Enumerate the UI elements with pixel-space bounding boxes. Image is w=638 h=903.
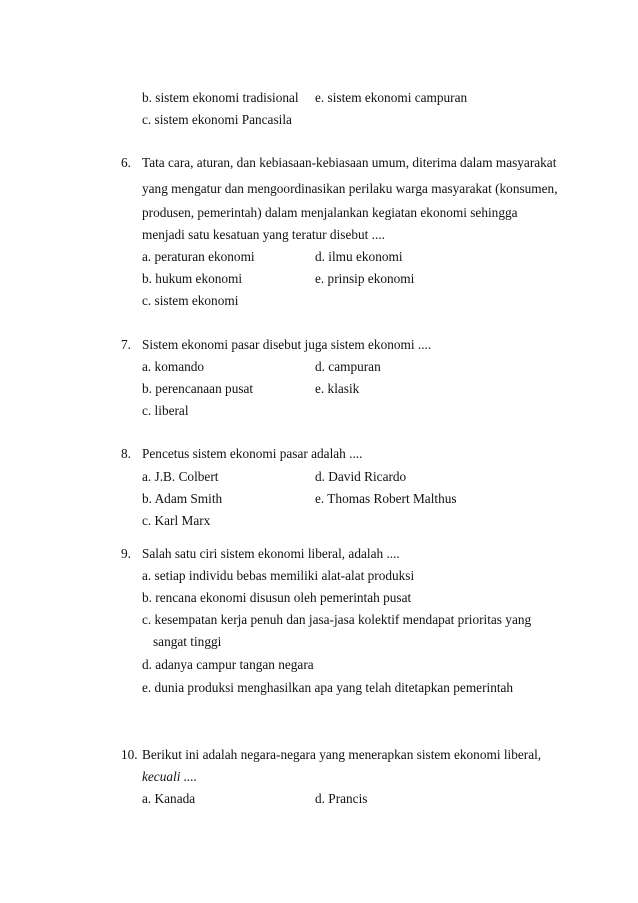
q6-option-c: c. sistem ekonomi	[142, 293, 239, 308]
q8-option-d: d. David Ricardo	[315, 469, 407, 484]
q7-number: 7.	[121, 337, 131, 352]
q5-option-b: b. sistem ekonomi tradisional	[142, 90, 299, 105]
q10-number: 10.	[121, 747, 138, 762]
q7-option-b: b. perencanaan pusat	[142, 381, 254, 396]
q8-option-a: a. J.B. Colbert	[142, 469, 219, 484]
q7-option-d: d. campuran	[315, 359, 381, 374]
q6-text-line-4: menjadi satu kesatuan yang teratur disebut ....	[142, 227, 385, 242]
q9-option-a: a. setiap individu bebas memiliki alat-alat produksi	[142, 568, 415, 583]
q7-option-e: e. klasik	[315, 381, 360, 396]
q7-option-c: c. liberal	[142, 403, 189, 418]
q10-text-line-2	[142, 769, 197, 785]
q6-number: 6.	[121, 155, 131, 170]
q7-option-a: a. komando	[142, 359, 205, 374]
q8-option-e: e. Thomas Robert Malthus	[315, 491, 457, 506]
q10-option-d: d. Prancis	[315, 791, 368, 806]
q10-kecuali: kecuali ....	[142, 769, 198, 784]
q10-text-line-1: Berikut ini adalah negara-negara yang menerapkan sistem ekonomi liberal,	[142, 747, 542, 762]
q6-option-b: b. hukum ekonomi	[142, 271, 243, 286]
q9-option-d: d. adanya campur tangan negara	[142, 657, 314, 672]
q9-option-c-continuation: sangat tinggi	[153, 634, 222, 649]
q9-option-e: e. dunia produksi menghasilkan apa yang telah ditetapkan pemerintah	[142, 680, 514, 695]
q8-number: 8.	[121, 446, 131, 461]
q6-option-a: a. peraturan ekonomi	[142, 249, 255, 264]
q9-number: 9.	[121, 546, 131, 561]
q6-text-line-3: produsen, pemerintah) dalam menjalankan kegiatan ekonomi sehingga	[142, 205, 518, 220]
q9-option-b: b. rencana ekonomi disusun oleh pemerintah pusat	[142, 590, 412, 605]
q8-option-c: c. Karl Marx	[142, 513, 211, 528]
q10-option-a: a. Kanada	[142, 791, 196, 806]
q6-text-line-1: Tata cara, aturan, dan kebiasaan-kebiasaan umum, diterima dalam masyarakat	[142, 155, 557, 170]
q5-option-c: c. sistem ekonomi Pancasila	[142, 112, 292, 127]
q8-text: Pencetus sistem ekonomi pasar adalah ....	[142, 446, 363, 461]
q9-text: Salah satu ciri sistem ekonomi liberal, adalah ....	[142, 546, 400, 561]
q6-option-d: d. ilmu ekonomi	[315, 249, 403, 264]
q8-option-b: b. Adam Smith	[142, 491, 223, 506]
q7-text: Sistem ekonomi pasar disebut juga sistem ekonomi ....	[142, 337, 432, 352]
q6-option-e: e. prinsip ekonomi	[315, 271, 415, 286]
q9-option-c: c. kesempatan kerja penuh dan jasa-jasa kolektif mendapat prioritas yang	[142, 612, 532, 627]
q6-text-line-2: yang mengatur dan mengoordinasikan perilaku warga masyarakat (konsumen,	[142, 181, 558, 196]
q5-option-e: e. sistem ekonomi campuran	[315, 90, 468, 105]
